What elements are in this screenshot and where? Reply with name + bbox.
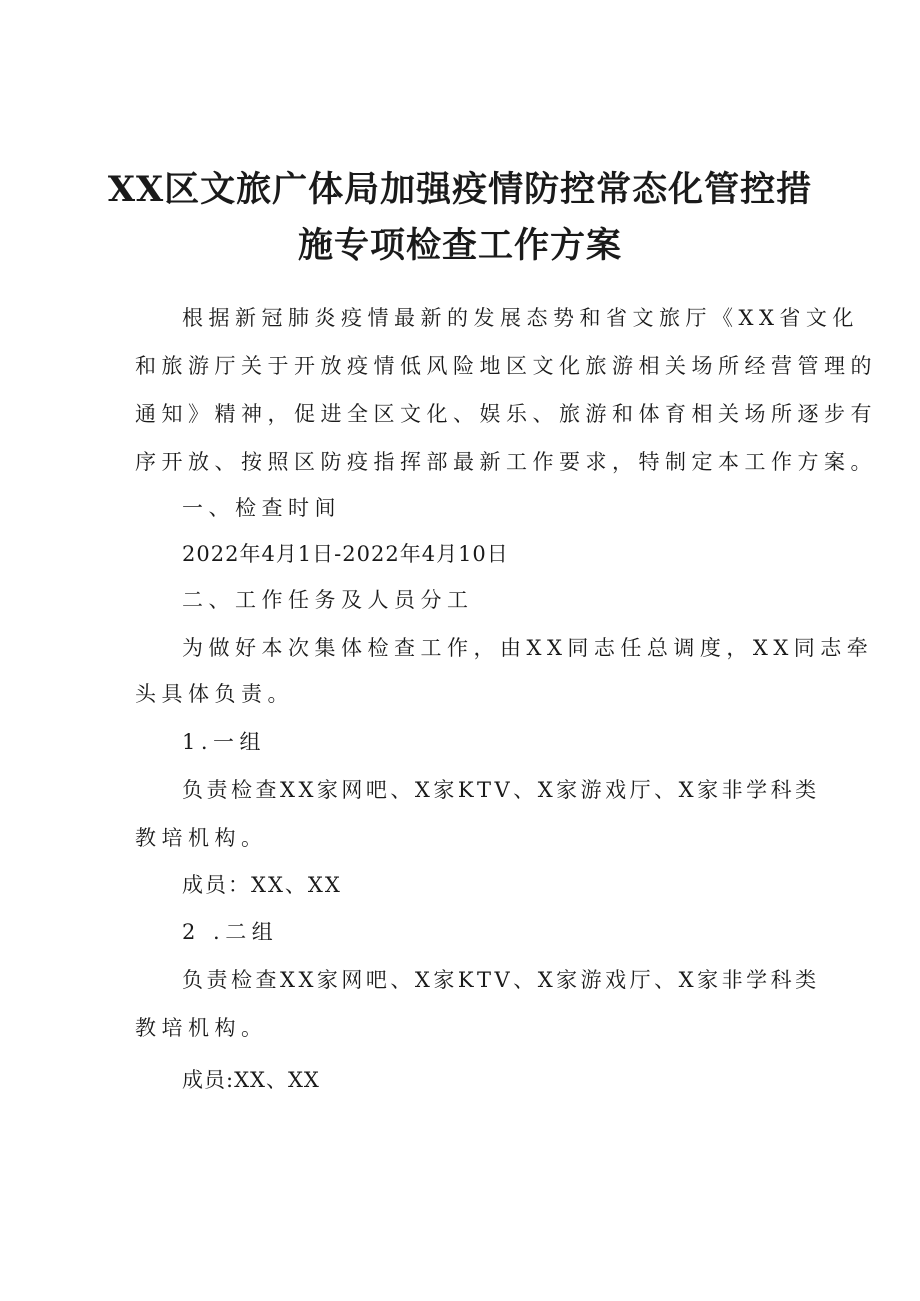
section-heading: 一、检查时间 [182,496,341,520]
section-heading: 二、工作任务及人员分工 [182,588,474,612]
intro-paragraph-line: 序开放、按照区防疫指挥部最新工作要求，特制定本工作方案。 [135,450,877,474]
group-members: 成员:XX、XX [182,1068,320,1092]
document-title-line-2: 施专项检查工作方案 [297,225,622,266]
document-title-line-1: XX区文旅广体局加强疫情防控常态化管控措 [107,169,813,210]
group-members: 成员：XX、XX [182,873,342,897]
group-duty-line: 负责检查XX家网吧、X家KTV、X家游戏厅、X家非学科类 [182,968,820,992]
group-duty-line: 负责检查XX家网吧、X家KTV、X家游戏厅、X家非学科类 [182,778,820,802]
group-heading: 1.一组 [182,730,267,754]
group-duty-line: 教培机构。 [135,1016,268,1040]
inspection-period: 2022年4月1日-2022年4月10日 [182,542,509,566]
intro-paragraph-line: 和旅游厅关于开放疫情低风险地区文化旅游相关场所经营管理的 [135,354,877,378]
intro-paragraph-line: 通知》精神，促进全区文化、娱乐、旅游和体育相关场所逐步有 [135,402,877,426]
group-duty-line: 教培机构。 [135,826,268,850]
intro-paragraph-line: 根据新冠肺炎疫情最新的发展态势和省文旅厅《XX省文化 [182,306,859,330]
section-paragraph-line: 头具体负责。 [135,682,294,706]
group-heading: 2 .二组 [182,920,279,944]
section-paragraph-line: 为做好本次集体检查工作，由XX同志任总调度，XX同志牵 [182,636,874,660]
